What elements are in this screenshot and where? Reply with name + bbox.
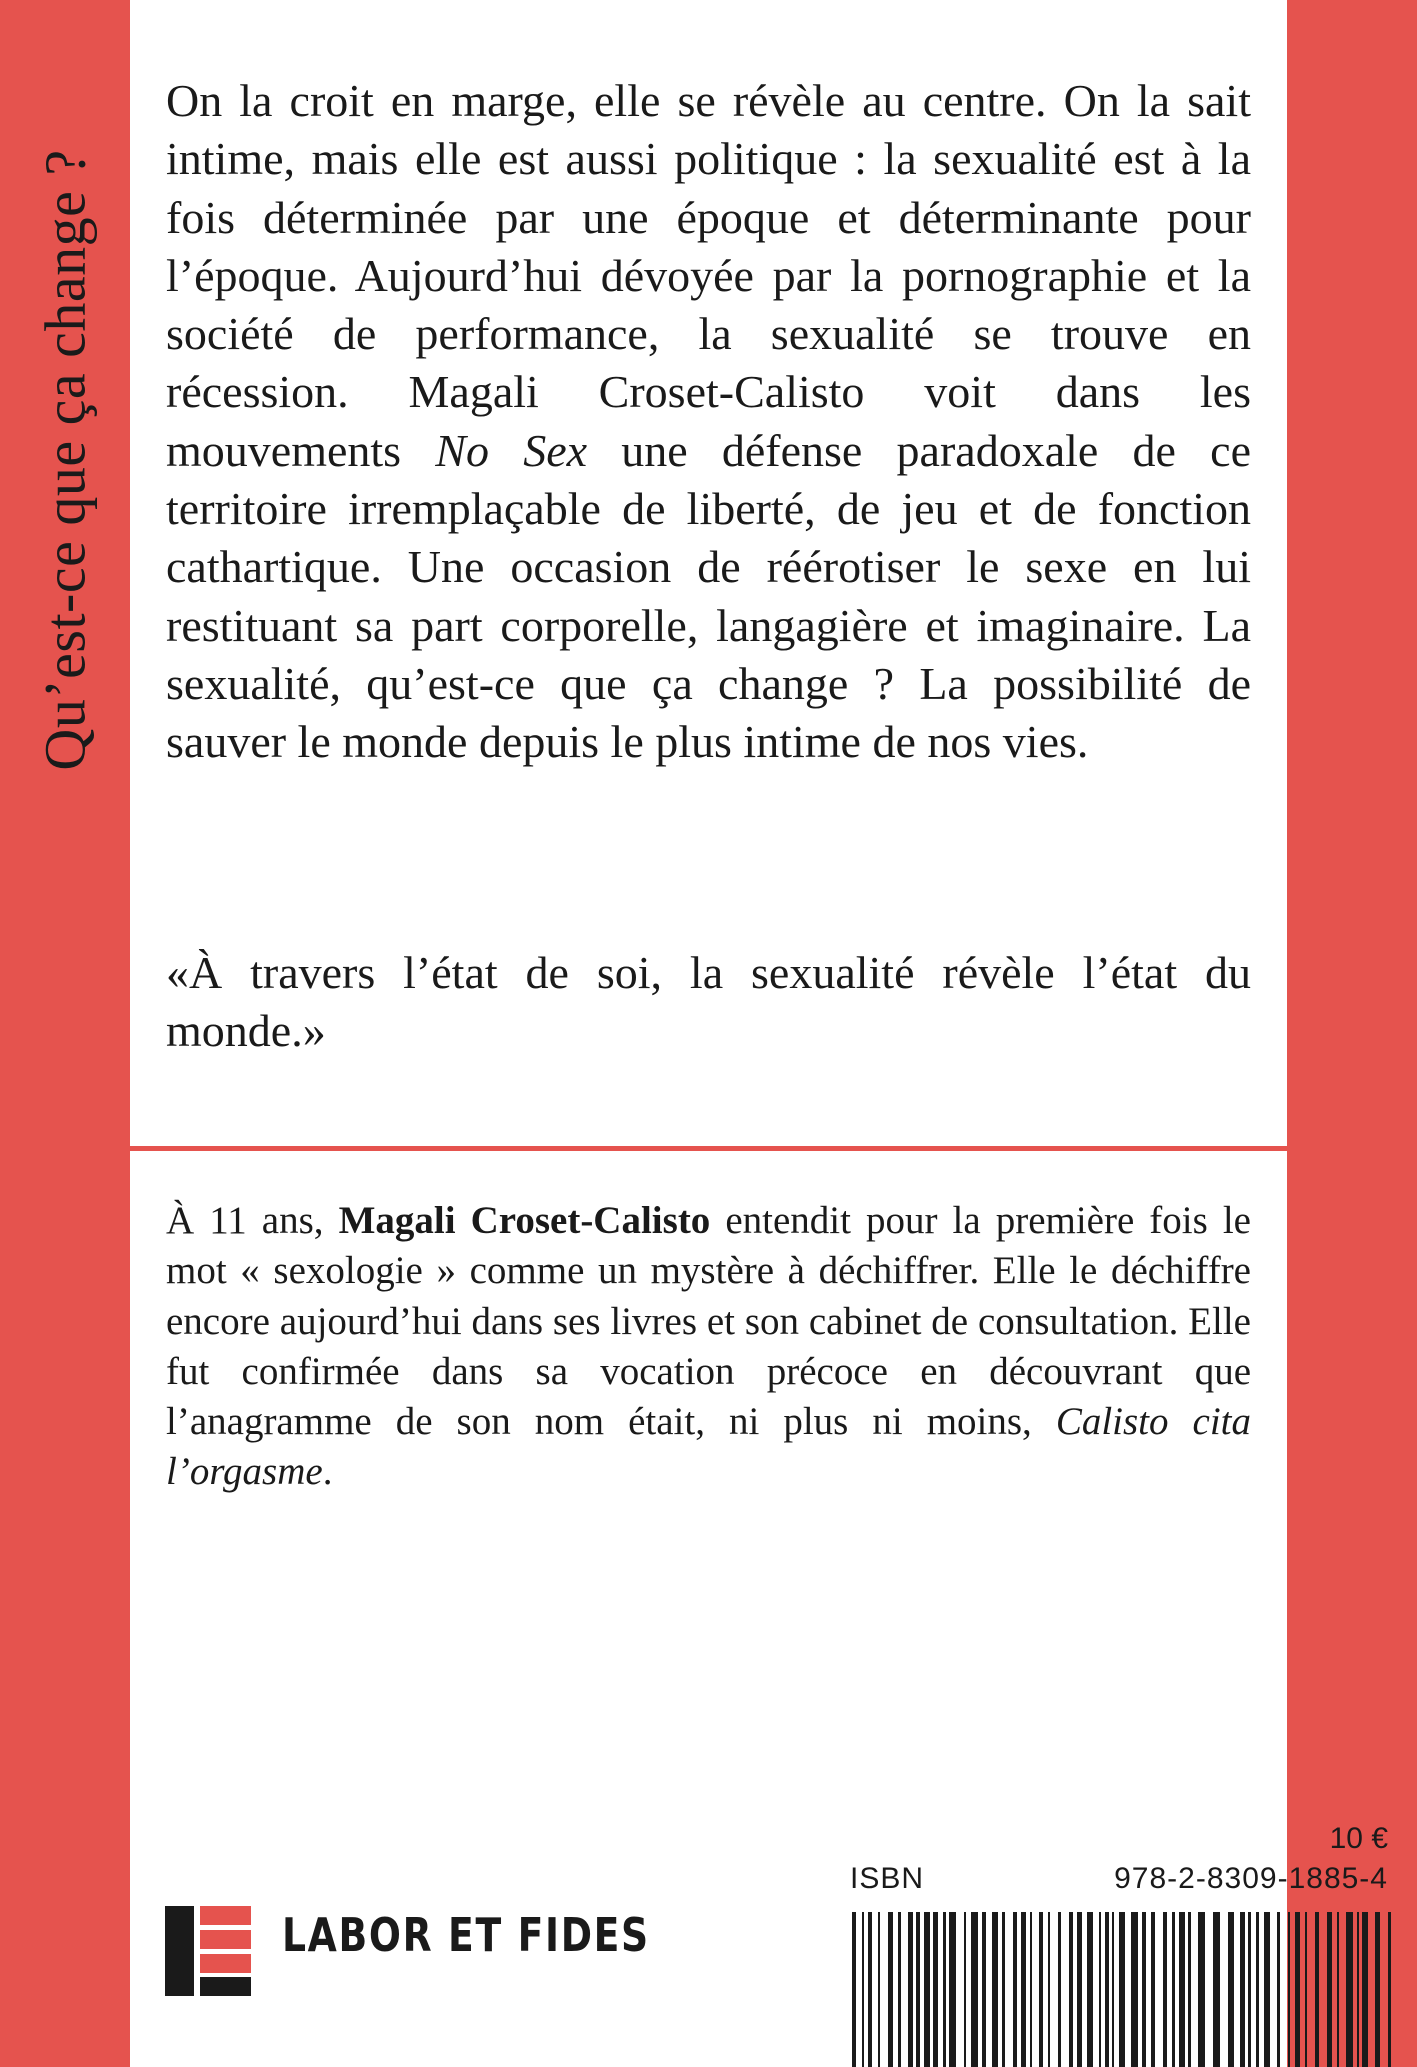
barcode-bar	[924, 1912, 930, 2067]
barcode-bar	[1119, 1912, 1125, 2067]
isbn-label: ISBN	[850, 1862, 925, 1895]
barcode-bar	[868, 1912, 872, 2067]
divider	[130, 1146, 1287, 1151]
barcode-bar	[1228, 1912, 1234, 2067]
bio-middle: entendit pour la première fois le mot « sexologie » comme un mystère à déchiffrer. Elle le déchiffre encore aujourd’hui dans ses livres et son cabinet de consultation. Elle fut confirmée dans sa vocation précoce en découvrant que l’anagramme de son nom était, ni plus ni moins,	[166, 1199, 1251, 1444]
barcode-bar	[1002, 1912, 1005, 2067]
barcode-bar	[1264, 1912, 1270, 2067]
barcode-bar	[1087, 1912, 1093, 2067]
author-bio	[166, 1196, 1251, 1498]
barcode-bar	[908, 1912, 913, 2067]
barcode-bar	[898, 1912, 901, 2067]
barcode-bar	[1069, 1912, 1073, 2067]
barcode-bar	[1375, 1912, 1380, 2067]
barcode-bar	[1048, 1912, 1050, 2067]
barcode-bar	[1288, 1912, 1290, 2067]
barcode-bar	[1198, 1912, 1205, 2067]
barcode	[852, 1912, 1392, 2067]
barcode-bar	[1248, 1912, 1251, 2067]
bio-anagram: Calisto cita l’orgasme	[166, 1400, 1252, 1494]
barcode-bar	[1077, 1912, 1082, 2067]
barcode-bar	[852, 1912, 856, 2067]
barcode-bar	[992, 1912, 998, 2067]
isbn	[850, 1862, 1388, 1896]
spine	[0, 0, 130, 2067]
barcode-bar	[1105, 1912, 1109, 2067]
barcode-bar	[943, 1912, 946, 2067]
barcode-bar	[1305, 1912, 1307, 2067]
publisher-logo-icon	[165, 1906, 251, 1996]
summary-text	[166, 72, 1251, 772]
barcode-bar	[1337, 1912, 1339, 2067]
barcode-bar	[1213, 1912, 1220, 2067]
barcode-bar	[1346, 1912, 1353, 2067]
pull-quote: «À travers l’état de soi, la sexualité révèle l’état du monde.»	[166, 947, 1251, 1057]
barcode-bar	[1172, 1912, 1175, 2067]
barcode-bar	[933, 1912, 938, 2067]
isbn-number: 978-2-8309-1885-4	[1114, 1862, 1388, 1895]
barcode-bar	[1188, 1912, 1191, 2067]
barcode-bar	[1039, 1912, 1043, 2067]
barcode-bar	[1315, 1912, 1319, 2067]
barcode-bar	[1388, 1912, 1391, 2067]
barcode-bar	[1362, 1912, 1368, 2067]
publisher-name: LABOR ET FIDES	[282, 1908, 650, 1962]
barcode-bar	[1357, 1912, 1359, 2067]
barcode-bar	[964, 1912, 966, 2067]
author-name: Magali Croset-Calisto	[338, 1199, 711, 1242]
summary-italic: No Sex	[435, 424, 588, 476]
barcode-bar	[949, 1912, 956, 2067]
barcode-bar	[862, 1912, 864, 2067]
summary-part-2: une défense paradoxale de ce territoire irremplaçable de liberté, de jeu et de fonction cathartique. Une occasion de réérotiser le sexe en lui restituant sa part corporelle, langagière et imaginaire. La sexualité, qu’est-ce que ça change ? La possibilité de sauver le monde depuis le plus intime de nos vies.	[166, 424, 1252, 768]
barcode-bar	[1151, 1912, 1155, 2067]
barcode-bar	[1058, 1912, 1061, 2067]
barcode-bar	[1179, 1912, 1185, 2067]
barcode-bar	[971, 1912, 978, 2067]
barcode-bar	[1099, 1912, 1101, 2067]
barcode-bar	[1142, 1912, 1146, 2067]
barcode-bar	[1163, 1912, 1167, 2067]
barcode-bar	[916, 1912, 920, 2067]
summary-part-1: On la croit en marge, elle se révèle au centre. On la sait intime, mais elle est aussi politique : la sexualité est à la fois déterminée par une époque et déterminante pour l’époque. Aujourd’hui dévoyée par la pornographie et la société de performance, la sexualité se trouve en récession. Magali Croset-Calisto voit dans les mouvements	[166, 75, 1251, 476]
barcode-bar	[1131, 1912, 1138, 2067]
spine-title: Qu’est-ce que ça change ?	[32, 149, 98, 771]
barcode-bar	[982, 1912, 986, 2067]
bio-suffix: .	[322, 1450, 333, 1494]
bio-prefix: À 11 ans,	[166, 1199, 339, 1242]
barcode-bar	[1277, 1912, 1280, 2067]
barcode-bar	[1030, 1912, 1032, 2067]
barcode-bar	[1240, 1912, 1245, 2067]
barcode-bar	[1112, 1912, 1114, 2067]
price: 10 €	[1329, 1822, 1388, 1855]
barcode-bar	[1256, 1912, 1259, 2067]
barcode-bar	[1295, 1912, 1300, 2067]
barcode-bar	[888, 1912, 893, 2067]
barcode-bar	[878, 1912, 880, 2067]
barcode-bar	[1327, 1912, 1332, 2067]
barcode-bar	[1013, 1912, 1017, 2067]
barcode-bar	[1021, 1912, 1026, 2067]
back-cover	[130, 0, 1388, 2067]
